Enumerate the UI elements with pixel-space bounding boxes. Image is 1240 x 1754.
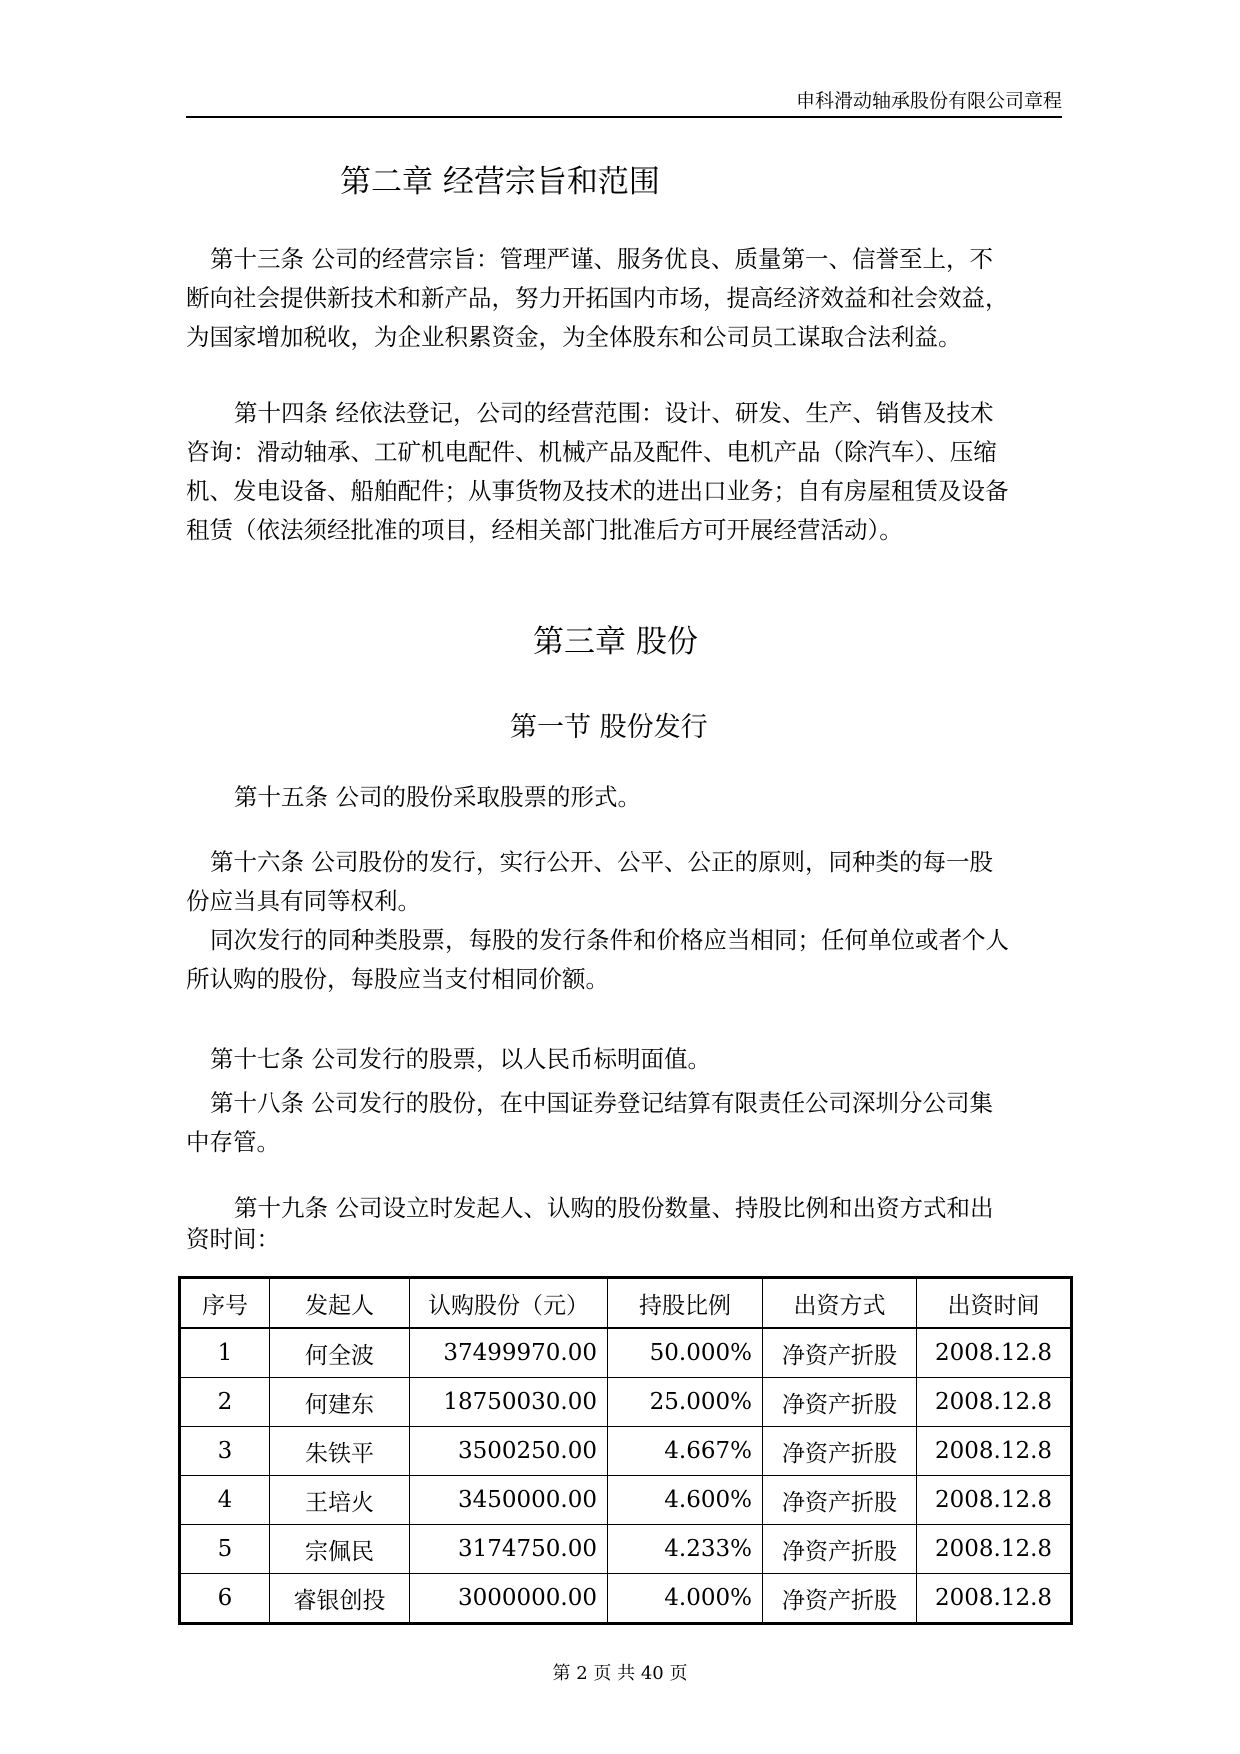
cell-ratio: 4.000% xyxy=(608,1574,763,1624)
cell-method: 净资产折股 xyxy=(763,1476,917,1525)
article-13-line-3: 为国家增加税收，为企业积累资金，为全体股东和公司员工谋取合法利益。 xyxy=(186,323,962,351)
article-18 xyxy=(186,1084,1066,1162)
cell-index: 5 xyxy=(180,1525,270,1574)
article-19-line-1: 第十九条 公司设立时发起人、认购的股份数量、持股比例和出资方式和出 xyxy=(234,1194,994,1222)
cell-ratio: 4.233% xyxy=(608,1525,763,1574)
article-19-line-2: 资时间： xyxy=(186,1225,280,1253)
article-17 xyxy=(186,1040,1066,1079)
cell-shares: 37499970.00 xyxy=(410,1328,608,1378)
header-contribution-date: 出资时间 xyxy=(917,1278,1072,1329)
article-16 xyxy=(186,843,1066,999)
cell-founder: 何建东 xyxy=(270,1378,410,1427)
founders-share-table xyxy=(178,1276,1073,1625)
article-18-line-2: 中存管。 xyxy=(186,1128,280,1156)
cell-date: 2008.12.8 xyxy=(917,1328,1072,1378)
table-row xyxy=(180,1328,1072,1378)
header-index: 序号 xyxy=(180,1278,270,1329)
header-contribution-method: 出资方式 xyxy=(763,1278,917,1329)
cell-ratio: 50.000% xyxy=(608,1328,763,1378)
cell-index: 4 xyxy=(180,1476,270,1525)
cell-shares: 3500250.00 xyxy=(410,1427,608,1476)
table-row xyxy=(180,1378,1072,1427)
cell-method: 净资产折股 xyxy=(763,1574,917,1624)
cell-index: 6 xyxy=(180,1574,270,1624)
section-1-heading: 第一节 股份发行 xyxy=(510,712,708,743)
table-row xyxy=(180,1525,1072,1574)
cell-date: 2008.12.8 xyxy=(917,1574,1072,1624)
article-14 xyxy=(186,394,1066,550)
cell-shares: 18750030.00 xyxy=(410,1378,608,1427)
article-13-line-1: 第十三条 公司的经营宗旨：管理严谨、服务优良、质量第一、信誉至上，不 xyxy=(210,245,993,273)
article-13 xyxy=(186,240,1066,357)
article-19 xyxy=(186,1193,1066,1255)
cell-shares: 3174750.00 xyxy=(410,1525,608,1574)
article-13-line-2: 断向社会提供新技术和新产品，努力开拓国内市场，提高经济效益和社会效益， xyxy=(186,284,1009,312)
cell-date: 2008.12.8 xyxy=(917,1476,1072,1525)
article-16-line-1: 第十六条 公司股份的发行，实行公开、公平、公正的原则，同种类的每一股 xyxy=(210,848,993,876)
article-15-line: 第十五条 公司的股份采取股票的形式。 xyxy=(234,783,641,811)
article-14-line-1: 第十四条 经依法登记，公司的经营范围：设计、研发、生产、销售及技术 xyxy=(234,399,994,427)
cell-shares: 3000000.00 xyxy=(410,1574,608,1624)
header-share-ratio: 持股比例 xyxy=(608,1278,763,1329)
cell-ratio: 25.000% xyxy=(608,1378,763,1427)
chapter-2-heading: 第二章 经营宗旨和范围 xyxy=(340,164,660,200)
chapter-3-heading: 第三章 股份 xyxy=(533,624,698,660)
article-16-para2-line-2: 所认购的股份，每股应当支付相同价额。 xyxy=(186,965,609,993)
table-row xyxy=(180,1574,1072,1624)
article-14-line-4: 租赁（依法须经批准的项目，经相关部门批准后方可开展经营活动）。 xyxy=(186,516,903,544)
cell-founder: 王培火 xyxy=(270,1476,410,1525)
article-17-line: 第十七条 公司发行的股票，以人民币标明面值。 xyxy=(210,1045,711,1073)
article-18-line-1: 第十八条 公司发行的股份，在中国证券登记结算有限责任公司深圳分公司集 xyxy=(210,1089,993,1117)
table-header-row xyxy=(180,1278,1072,1329)
cell-method: 净资产折股 xyxy=(763,1525,917,1574)
article-15 xyxy=(186,778,1066,817)
table-row xyxy=(180,1476,1072,1525)
cell-method: 净资产折股 xyxy=(763,1427,917,1476)
page-header-title: 申科滑动轴承股份有限公司章程 xyxy=(795,90,1062,112)
cell-ratio: 4.667% xyxy=(608,1427,763,1476)
cell-index: 2 xyxy=(180,1378,270,1427)
cell-index: 3 xyxy=(180,1427,270,1476)
article-16-para2-line-1: 同次发行的同种类股票，每股的发行条件和价格应当相同；任何单位或者个人 xyxy=(210,926,1009,954)
article-14-line-2: 咨询：滑动轴承、工矿机电配件、机械产品及配件、电机产品（除汽车）、压缩 xyxy=(186,438,997,466)
article-16-line-2: 份应当具有同等权利。 xyxy=(186,887,421,915)
cell-founder: 宗佩民 xyxy=(270,1525,410,1574)
table-row xyxy=(180,1427,1072,1476)
cell-method: 净资产折股 xyxy=(763,1378,917,1427)
cell-date: 2008.12.8 xyxy=(917,1525,1072,1574)
cell-method: 净资产折股 xyxy=(763,1328,917,1378)
header-rule xyxy=(186,116,1062,118)
cell-founder: 何全波 xyxy=(270,1328,410,1378)
cell-founder: 睿银创投 xyxy=(270,1574,410,1624)
cell-date: 2008.12.8 xyxy=(917,1427,1072,1476)
header-subscribed-shares: 认购股份（元） xyxy=(410,1278,608,1329)
page-footer-number: 第 2 页 共 40 页 xyxy=(552,1663,688,1684)
article-14-line-3: 机、发电设备、船舶配件；从事货物及技术的进出口业务；自有房屋租赁及设备 xyxy=(186,477,1009,505)
header-founder: 发起人 xyxy=(270,1278,410,1329)
cell-founder: 朱铁平 xyxy=(270,1427,410,1476)
cell-index: 1 xyxy=(180,1328,270,1378)
cell-ratio: 4.600% xyxy=(608,1476,763,1525)
cell-date: 2008.12.8 xyxy=(917,1378,1072,1427)
cell-shares: 3450000.00 xyxy=(410,1476,608,1525)
